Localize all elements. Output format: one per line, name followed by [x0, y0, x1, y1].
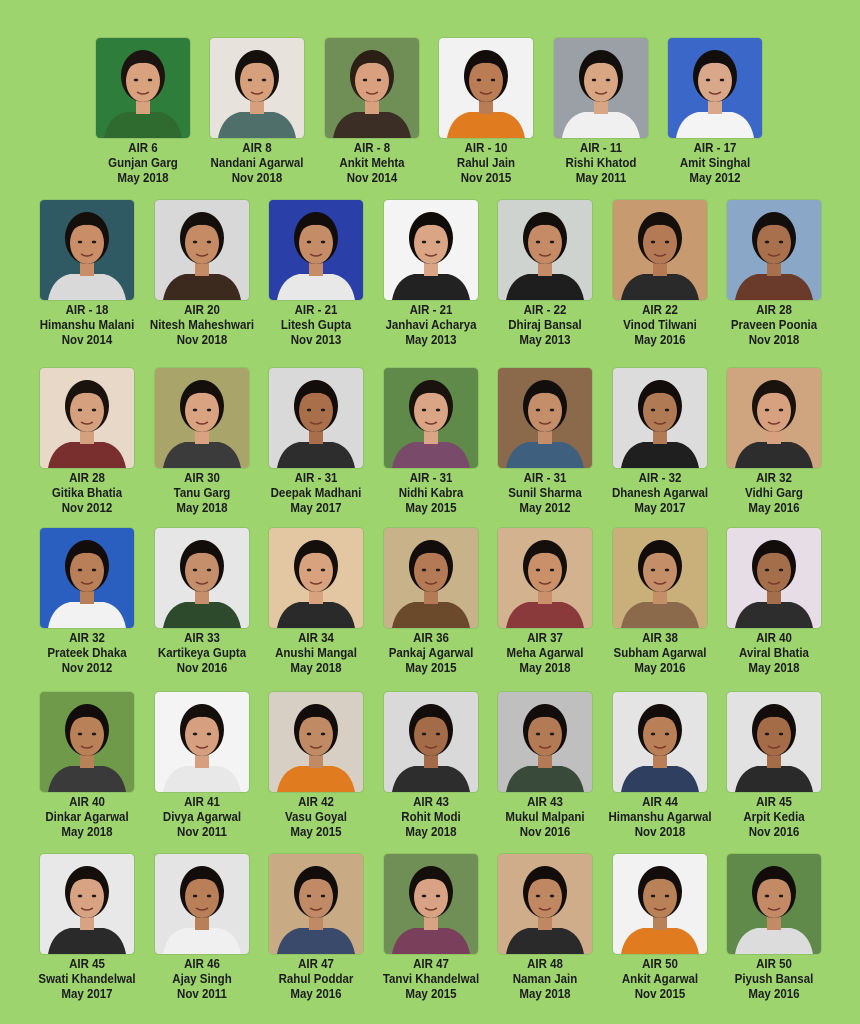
topper-exam-session: Nov 2014 [61, 333, 113, 347]
portrait-placeholder-icon [384, 528, 478, 628]
topper-photo [269, 368, 363, 468]
topper-photo [613, 692, 707, 792]
topper-card [486, 854, 604, 1014]
topper-rank: AIR 37 [527, 631, 563, 645]
topper-caption [377, 303, 486, 348]
topper-rank: AIR 40 [756, 631, 792, 645]
topper-exam-session: Nov 2018 [748, 333, 800, 347]
topper-caption [377, 795, 486, 840]
topper-rank: AIR 48 [527, 957, 563, 971]
topper-card [715, 528, 833, 688]
topper-card [486, 528, 604, 688]
topper-photo [269, 200, 363, 300]
topper-photo [40, 854, 134, 954]
topper-caption [262, 471, 371, 516]
topper-exam-session: Nov 2012 [61, 661, 113, 675]
topper-name: Naman Jain [512, 972, 578, 986]
topper-card [257, 854, 375, 1014]
portrait-placeholder-icon [325, 38, 419, 138]
topper-caption [262, 795, 371, 840]
topper-card [143, 200, 261, 360]
portrait-placeholder-icon [613, 528, 707, 628]
portrait-placeholder-icon [613, 200, 707, 300]
topper-exam-session: May 2011 [575, 171, 627, 185]
topper-card [28, 368, 146, 528]
topper-rank: AIR 28 [756, 303, 792, 317]
topper-card [715, 368, 833, 528]
topper-rank: AIR 44 [642, 795, 678, 809]
toppers-row [0, 200, 860, 360]
topper-card [143, 368, 261, 528]
topper-rank: AIR - 21 [294, 303, 338, 317]
topper-name: Tanu Garg [173, 486, 231, 500]
topper-name: Tanvi Khandelwal [382, 972, 480, 986]
topper-photo [384, 528, 478, 628]
topper-photo [554, 38, 648, 138]
topper-exam-session: May 2016 [634, 333, 686, 347]
topper-card [372, 528, 490, 688]
topper-card [715, 692, 833, 852]
topper-caption [148, 957, 257, 1002]
topper-photo [269, 692, 363, 792]
topper-name: Nitesh Maheshwari [149, 318, 255, 332]
topper-name: Subham Agarwal [613, 646, 707, 660]
topper-rank: AIR - 22 [523, 303, 567, 317]
topper-name: Prateek Dhaka [47, 646, 127, 660]
topper-photo [498, 368, 592, 468]
topper-name: Mukul Malpani [505, 810, 585, 824]
topper-card [257, 368, 375, 528]
topper-name: Divya Agarwal [162, 810, 242, 824]
topper-photo [727, 200, 821, 300]
topper-rank: AIR 47 [298, 957, 334, 971]
topper-rank: AIR 30 [184, 471, 220, 485]
topper-caption [491, 471, 600, 516]
topper-photo [727, 528, 821, 628]
topper-photo [40, 368, 134, 468]
topper-rank: AIR 22 [642, 303, 678, 317]
topper-name: Vinod Tilwani [623, 318, 697, 332]
topper-photo [269, 854, 363, 954]
topper-exam-session: May 2012 [689, 171, 741, 185]
topper-rank: AIR - 18 [65, 303, 109, 317]
topper-caption [606, 631, 715, 676]
topper-exam-session: May 2013 [519, 333, 571, 347]
topper-caption [377, 471, 486, 516]
topper-name: Gunjan Garg [108, 156, 178, 170]
portrait-placeholder-icon [155, 692, 249, 792]
topper-name: Arpit Kedia [743, 810, 805, 824]
topper-rank: AIR - 17 [693, 141, 737, 155]
portrait-placeholder-icon [384, 854, 478, 954]
topper-caption [606, 957, 715, 1002]
topper-name: Aviral Bhatia [739, 646, 809, 660]
topper-exam-session: Nov 2011 [177, 825, 227, 839]
topper-caption [148, 631, 257, 676]
topper-card [601, 692, 719, 852]
portrait-placeholder-icon [210, 38, 304, 138]
topper-name: Ajay Singh [172, 972, 232, 986]
topper-exam-session: Nov 2016 [748, 825, 800, 839]
topper-photo [384, 854, 478, 954]
topper-rank: AIR 47 [413, 957, 449, 971]
portrait-placeholder-icon [554, 38, 648, 138]
topper-card [257, 200, 375, 360]
topper-caption [720, 795, 829, 840]
topper-caption [606, 795, 715, 840]
topper-exam-session: May 2018 [290, 661, 342, 675]
topper-caption [33, 957, 142, 1002]
topper-rank: AIR 32 [69, 631, 105, 645]
topper-exam-session: May 2018 [748, 661, 800, 675]
topper-name: Praveen Poonia [730, 318, 818, 332]
topper-card [28, 200, 146, 360]
topper-card [486, 692, 604, 852]
topper-card [486, 368, 604, 528]
topper-card [28, 854, 146, 1014]
topper-photo [498, 528, 592, 628]
topper-photo [210, 38, 304, 138]
topper-name: Pankaj Agarwal [388, 646, 474, 660]
topper-name: Ankit Mehta [339, 156, 405, 170]
topper-card [28, 692, 146, 852]
topper-exam-session: May 2018 [519, 661, 571, 675]
portrait-placeholder-icon [439, 38, 533, 138]
portrait-placeholder-icon [668, 38, 762, 138]
topper-exam-session: May 2015 [405, 987, 457, 1001]
topper-photo [325, 38, 419, 138]
topper-name: Deepak Madhani [270, 486, 362, 500]
portrait-placeholder-icon [269, 854, 363, 954]
toppers-row [0, 854, 860, 1014]
topper-exam-session: May 2018 [117, 171, 169, 185]
topper-rank: AIR 33 [184, 631, 220, 645]
topper-photo [613, 854, 707, 954]
topper-caption [432, 141, 541, 186]
portrait-placeholder-icon [269, 200, 363, 300]
topper-name: Nandani Agarwal [210, 156, 304, 170]
topper-card [601, 200, 719, 360]
topper-caption [720, 303, 829, 348]
topper-exam-session: May 2018 [519, 987, 571, 1001]
portrait-placeholder-icon [727, 692, 821, 792]
topper-caption [262, 303, 371, 348]
topper-card [601, 854, 719, 1014]
topper-rank: AIR - 11 [579, 141, 623, 155]
topper-caption [491, 795, 600, 840]
topper-exam-session: May 2015 [405, 661, 457, 675]
topper-name: Ankit Agarwal [621, 972, 699, 986]
topper-photo [727, 368, 821, 468]
topper-name: Sunil Sharma [508, 486, 582, 500]
topper-card [143, 692, 261, 852]
topper-exam-session: Nov 2015 [460, 171, 512, 185]
portrait-placeholder-icon [384, 200, 478, 300]
topper-name: Vasu Goyal [284, 810, 348, 824]
topper-rank: AIR 36 [413, 631, 449, 645]
topper-photo [384, 692, 478, 792]
topper-rank: AIR 41 [184, 795, 220, 809]
topper-caption [33, 631, 142, 676]
topper-name: Dhiraj Bansal [508, 318, 582, 332]
topper-caption [606, 471, 715, 516]
portrait-placeholder-icon [498, 692, 592, 792]
portrait-placeholder-icon [498, 528, 592, 628]
topper-rank: AIR 50 [756, 957, 792, 971]
topper-name: Himanshu Malani [39, 318, 135, 332]
topper-name: Himanshu Agarwal [608, 810, 712, 824]
portrait-placeholder-icon [40, 528, 134, 628]
portrait-placeholder-icon [727, 854, 821, 954]
portrait-placeholder-icon [384, 368, 478, 468]
topper-exam-session: May 2016 [748, 501, 800, 515]
topper-caption [203, 141, 312, 186]
topper-rank: AIR - 10 [464, 141, 508, 155]
topper-exam-session: Nov 2016 [176, 661, 228, 675]
topper-rank: AIR 20 [184, 303, 220, 317]
topper-exam-session: May 2018 [61, 825, 113, 839]
topper-photo [668, 38, 762, 138]
topper-caption [148, 795, 257, 840]
topper-card [257, 528, 375, 688]
topper-card [715, 200, 833, 360]
topper-caption [33, 471, 142, 516]
topper-name: Anushi Mangal [275, 646, 357, 660]
topper-card [28, 528, 146, 688]
topper-photo [40, 528, 134, 628]
topper-name: Dinkar Agarwal [45, 810, 129, 824]
topper-exam-session: May 2012 [519, 501, 571, 515]
portrait-placeholder-icon [40, 854, 134, 954]
topper-rank: AIR - 31 [523, 471, 567, 485]
topper-photo [155, 200, 249, 300]
topper-caption [720, 471, 829, 516]
topper-exam-session: Nov 2016 [519, 825, 571, 839]
portrait-placeholder-icon [727, 528, 821, 628]
toppers-row [0, 528, 860, 688]
topper-caption [148, 303, 257, 348]
topper-exam-session: Nov 2012 [61, 501, 113, 515]
topper-rank: AIR 38 [642, 631, 678, 645]
topper-exam-session: Nov 2014 [346, 171, 398, 185]
topper-rank: AIR 43 [413, 795, 449, 809]
portrait-placeholder-icon [40, 692, 134, 792]
toppers-row [0, 692, 860, 852]
topper-photo [727, 692, 821, 792]
portrait-placeholder-icon [269, 368, 363, 468]
topper-caption [89, 141, 198, 186]
portrait-placeholder-icon [384, 692, 478, 792]
portrait-placeholder-icon [155, 854, 249, 954]
topper-card [656, 38, 774, 198]
topper-photo [155, 528, 249, 628]
topper-rank: AIR 46 [184, 957, 220, 971]
topper-exam-session: May 2016 [748, 987, 800, 1001]
portrait-placeholder-icon [155, 200, 249, 300]
topper-name: Rahul Poddar [278, 972, 354, 986]
topper-card [372, 368, 490, 528]
portrait-placeholder-icon [727, 368, 821, 468]
topper-photo [40, 200, 134, 300]
topper-card [143, 528, 261, 688]
topper-name: Amit Singhal [679, 156, 751, 170]
topper-rank: AIR 8 [242, 141, 272, 155]
topper-name: Vidhi Garg [745, 486, 803, 500]
topper-card [601, 528, 719, 688]
topper-exam-session: May 2015 [290, 825, 342, 839]
topper-photo [155, 692, 249, 792]
topper-card [198, 38, 316, 198]
topper-photo [384, 200, 478, 300]
topper-photo [96, 38, 190, 138]
topper-caption [377, 631, 486, 676]
portrait-placeholder-icon [727, 200, 821, 300]
portrait-placeholder-icon [96, 38, 190, 138]
topper-photo [613, 368, 707, 468]
topper-exam-session: Nov 2018 [176, 333, 228, 347]
portrait-placeholder-icon [155, 368, 249, 468]
topper-name: Rohit Modi [401, 810, 461, 824]
topper-exam-session: Nov 2011 [177, 987, 227, 1001]
topper-name: Kartikeya Gupta [157, 646, 247, 660]
topper-rank: AIR - 31 [409, 471, 453, 485]
topper-rank: AIR - 31 [294, 471, 338, 485]
topper-card [427, 38, 545, 198]
topper-name: Rahul Jain [456, 156, 516, 170]
topper-rank: AIR - 32 [638, 471, 682, 485]
topper-photo [727, 854, 821, 954]
topper-card [84, 38, 202, 198]
portrait-placeholder-icon [498, 854, 592, 954]
topper-caption [491, 957, 600, 1002]
topper-card [372, 854, 490, 1014]
portrait-placeholder-icon [40, 200, 134, 300]
topper-rank: AIR - 8 [353, 141, 391, 155]
topper-exam-session: Nov 2015 [634, 987, 686, 1001]
topper-exam-session: Nov 2013 [290, 333, 342, 347]
topper-exam-session: May 2017 [634, 501, 686, 515]
topper-photo [498, 854, 592, 954]
topper-caption [262, 957, 371, 1002]
topper-rank: AIR 6 [128, 141, 158, 155]
topper-caption [318, 141, 427, 186]
portrait-placeholder-icon [613, 854, 707, 954]
topper-card [313, 38, 431, 198]
topper-photo [269, 528, 363, 628]
topper-caption [720, 957, 829, 1002]
topper-card [372, 200, 490, 360]
topper-card [715, 854, 833, 1014]
topper-rank: AIR - 21 [409, 303, 453, 317]
topper-rank: AIR 42 [298, 795, 334, 809]
topper-exam-session: May 2013 [405, 333, 457, 347]
topper-name: Litesh Gupta [280, 318, 352, 332]
topper-name: Swati Khandelwal [38, 972, 136, 986]
topper-exam-session: May 2017 [290, 501, 342, 515]
topper-card [143, 854, 261, 1014]
portrait-placeholder-icon [155, 528, 249, 628]
topper-rank: AIR 43 [527, 795, 563, 809]
topper-caption [720, 631, 829, 676]
topper-rank: AIR 28 [69, 471, 105, 485]
topper-caption [491, 303, 600, 348]
topper-rank: AIR 45 [756, 795, 792, 809]
topper-caption [33, 303, 142, 348]
topper-name: Dhanesh Agarwal [611, 486, 709, 500]
topper-rank: AIR 40 [69, 795, 105, 809]
topper-photo [498, 200, 592, 300]
topper-exam-session: May 2016 [634, 661, 686, 675]
topper-exam-session: May 2017 [61, 987, 113, 1001]
topper-photo [155, 368, 249, 468]
topper-caption [148, 471, 257, 516]
topper-exam-session: May 2018 [176, 501, 228, 515]
portrait-placeholder-icon [613, 368, 707, 468]
topper-name: Meha Agarwal [506, 646, 584, 660]
topper-name: Gitika Bhatia [51, 486, 123, 500]
topper-caption [661, 141, 770, 186]
topper-exam-session: Nov 2018 [231, 171, 283, 185]
topper-card [601, 368, 719, 528]
toppers-row [0, 368, 860, 528]
topper-exam-session: May 2015 [405, 501, 457, 515]
portrait-placeholder-icon [269, 692, 363, 792]
topper-card [257, 692, 375, 852]
topper-rank: AIR 50 [642, 957, 678, 971]
topper-name: Piyush Bansal [734, 972, 814, 986]
topper-rank: AIR 32 [756, 471, 792, 485]
portrait-placeholder-icon [498, 368, 592, 468]
topper-name: Janhavi Acharya [385, 318, 477, 332]
topper-rank: AIR 34 [298, 631, 334, 645]
topper-name: Nidhi Kabra [398, 486, 464, 500]
topper-photo [613, 200, 707, 300]
topper-caption [262, 631, 371, 676]
portrait-placeholder-icon [40, 368, 134, 468]
toppers-row [0, 38, 860, 198]
topper-name: Rishi Khatod [565, 156, 637, 170]
topper-caption [491, 631, 600, 676]
portrait-placeholder-icon [613, 692, 707, 792]
topper-exam-session: May 2016 [290, 987, 342, 1001]
topper-photo [439, 38, 533, 138]
portrait-placeholder-icon [269, 528, 363, 628]
topper-caption [606, 303, 715, 348]
topper-photo [613, 528, 707, 628]
topper-photo [155, 854, 249, 954]
topper-card [486, 200, 604, 360]
topper-card [542, 38, 660, 198]
topper-photo [498, 692, 592, 792]
topper-exam-session: Nov 2018 [634, 825, 686, 839]
topper-photo [40, 692, 134, 792]
topper-photo [384, 368, 478, 468]
topper-caption [377, 957, 486, 1002]
portrait-placeholder-icon [498, 200, 592, 300]
topper-rank: AIR 45 [69, 957, 105, 971]
topper-card [372, 692, 490, 852]
topper-exam-session: May 2018 [405, 825, 457, 839]
topper-caption [33, 795, 142, 840]
topper-caption [547, 141, 656, 186]
